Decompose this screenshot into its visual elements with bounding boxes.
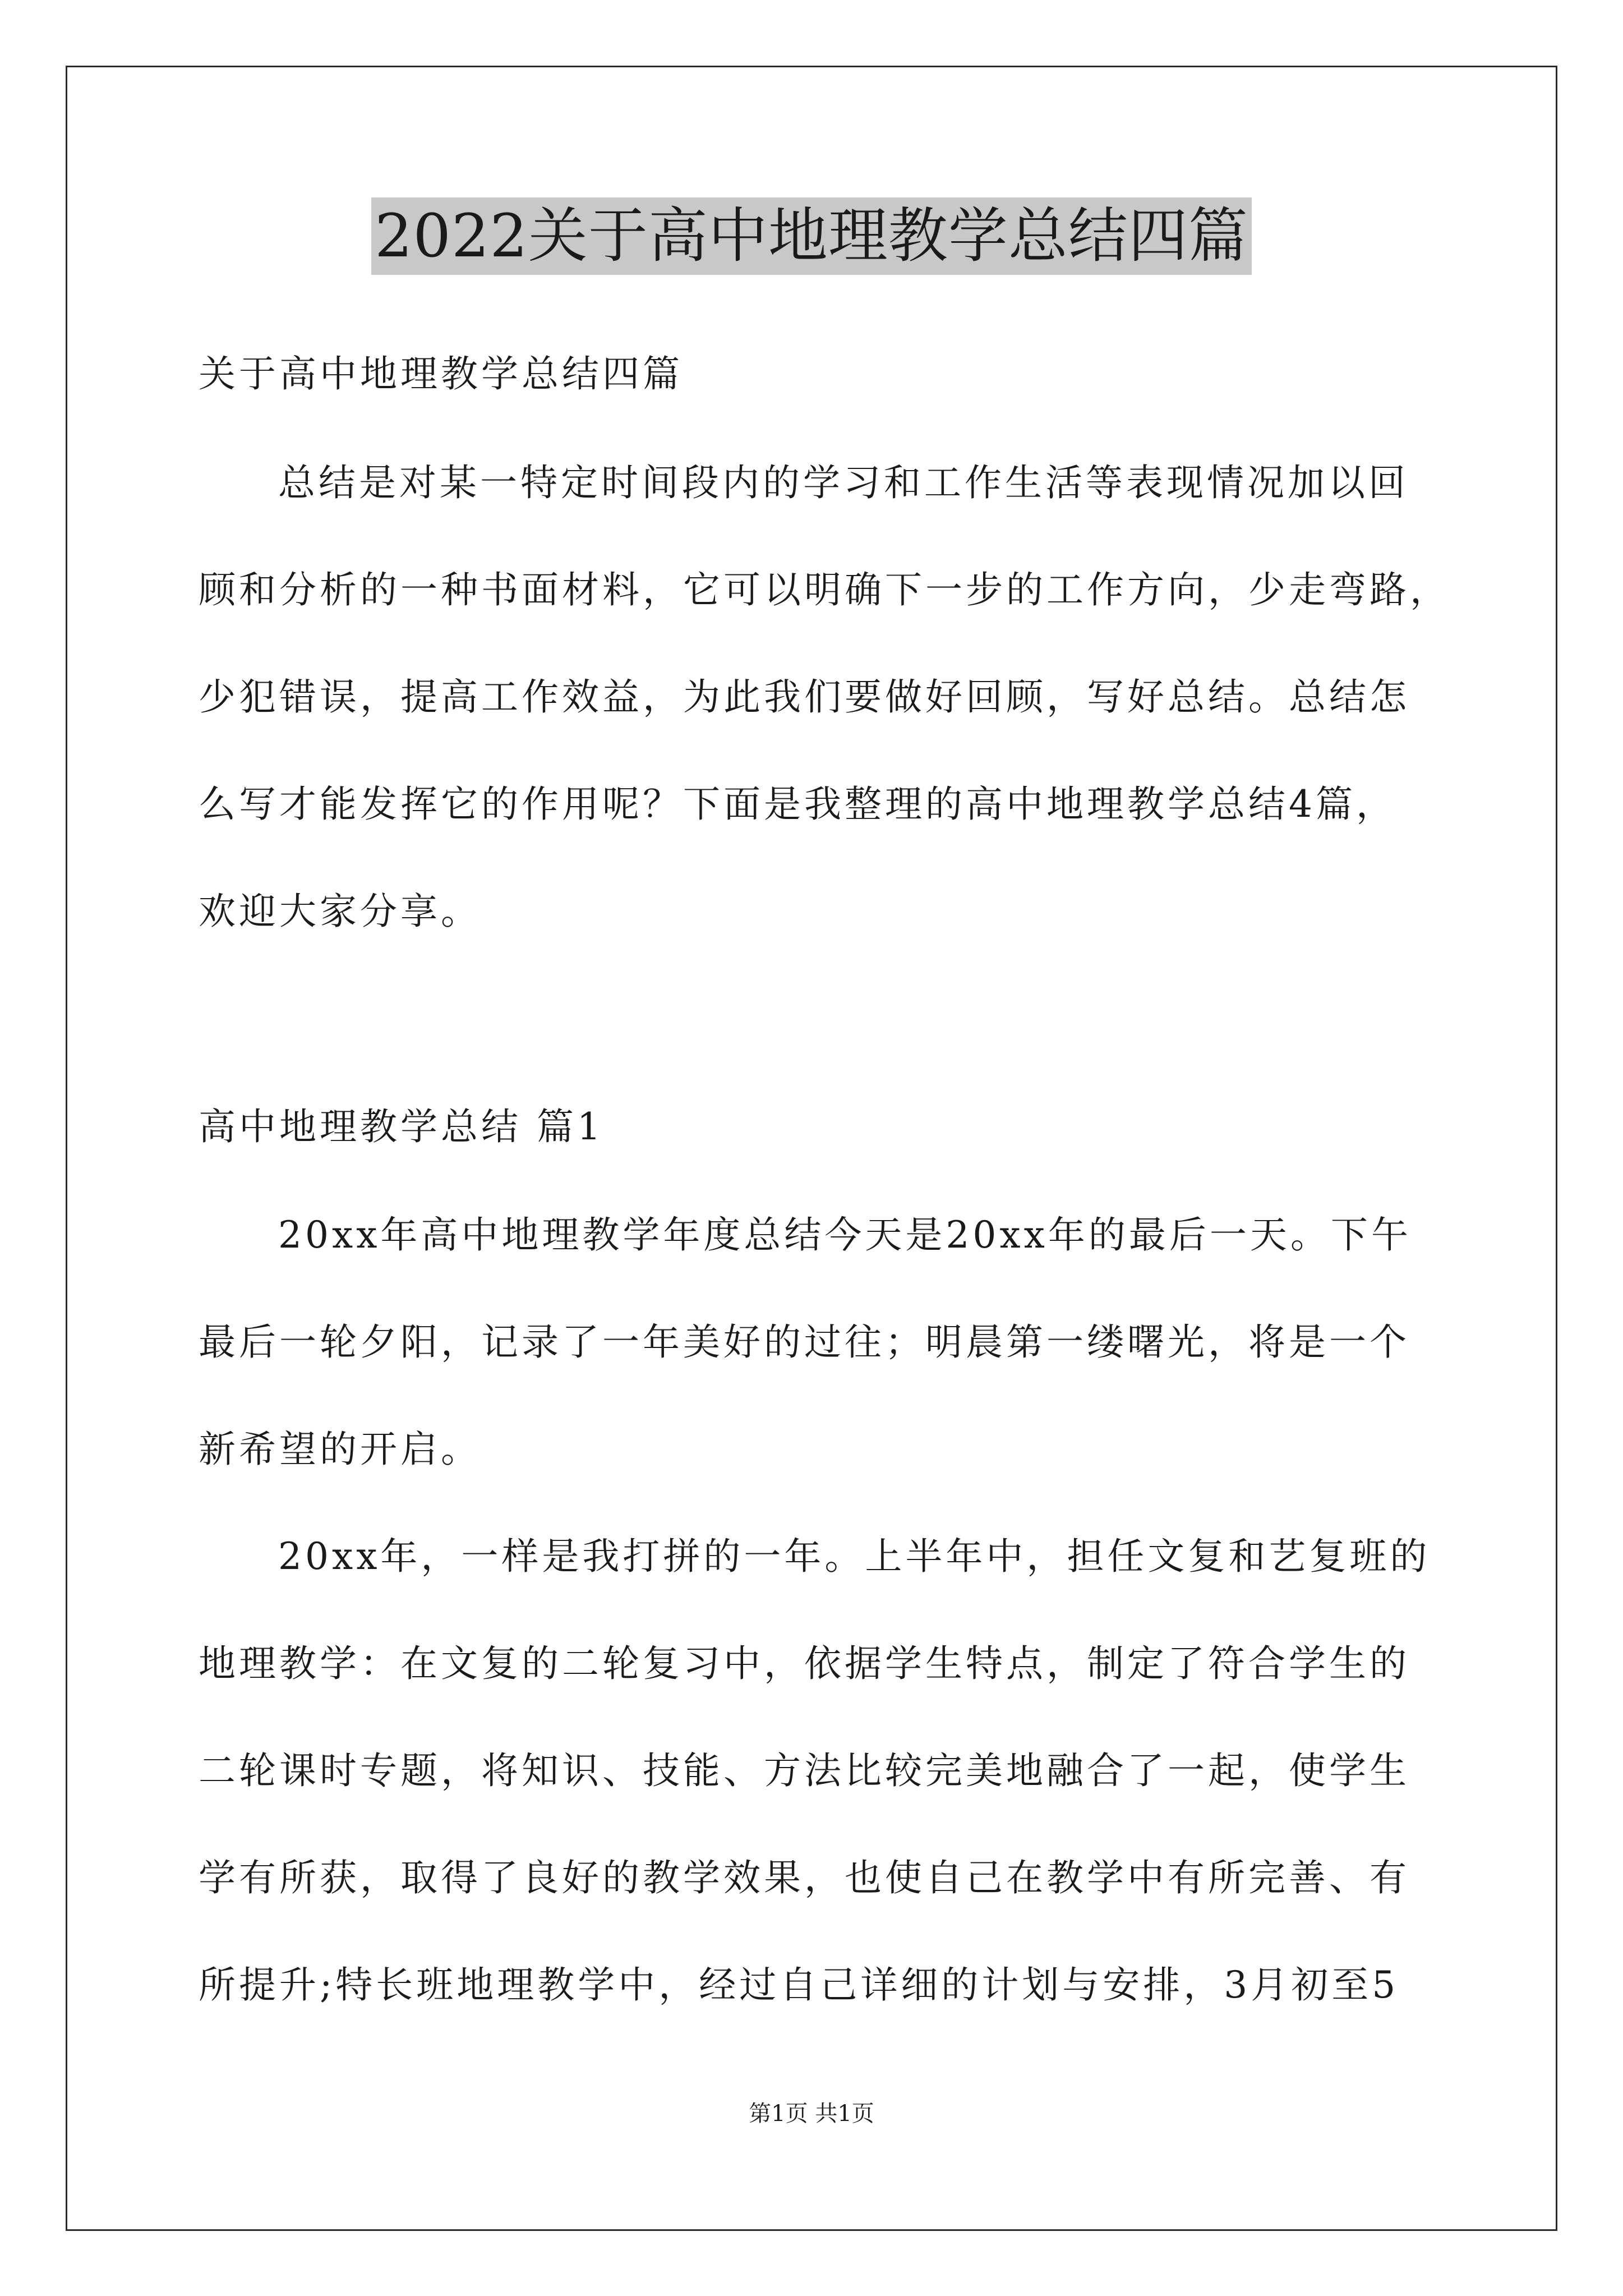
paragraph-line: 最后一轮夕阳，记录了一年美好的过往；明晨第一缕曙光，将是一个 [199,1320,1410,1364]
intro-line: 总结是对某一特定时间段内的学习和工作生活等表现情况加以回 [278,461,1409,504]
document-subtitle: 关于高中地理教学总结四篇 [199,352,683,395]
paragraph-line: 二轮课时专题，将知识、技能、方法比较完美地融合了一起，使学生 [199,1749,1410,1792]
paragraph-line: 地理教学：在文复的二轮复习中，依据学生特点，制定了符合学生的 [199,1642,1410,1685]
section-heading: 高中地理教学总结 篇1 [199,1105,604,1148]
paragraph-line: 20xx年高中地理教学年度总结今天是20xx年的最后一天。下午 [278,1213,1412,1257]
intro-line: 顾和分析的一种书面材料，它可以明确下一步的工作方向，少走弯路， [199,568,1450,611]
intro-line: 么写才能发挥它的作用呢？下面是我整理的高中地理教学总结4篇， [199,783,1396,826]
paragraph-line: 学有所获，取得了良好的教学效果，也使自己在教学中有所完善、有 [199,1856,1410,1899]
page-footer: 第1页 共1页 [749,2101,874,2127]
intro-line: 少犯错误，提高工作效益，为此我们要做好回顾，写好总结。总结怎 [199,675,1410,719]
document-title: 2022关于高中地理教学总结四篇 [371,197,1252,275]
paragraph-line: 20xx年，一样是我打拼的一年。上半年中，担任文复和艺复班的 [278,1535,1431,1578]
intro-line: 欢迎大家分享。 [199,890,481,933]
paragraph-line: 所提升;特长班地理教学中，经过自己详细的计划与安排，3月初至5 [199,1963,1399,2007]
paragraph-line: 新希望的开启。 [199,1428,481,1471]
title-container [0,197,1623,275]
